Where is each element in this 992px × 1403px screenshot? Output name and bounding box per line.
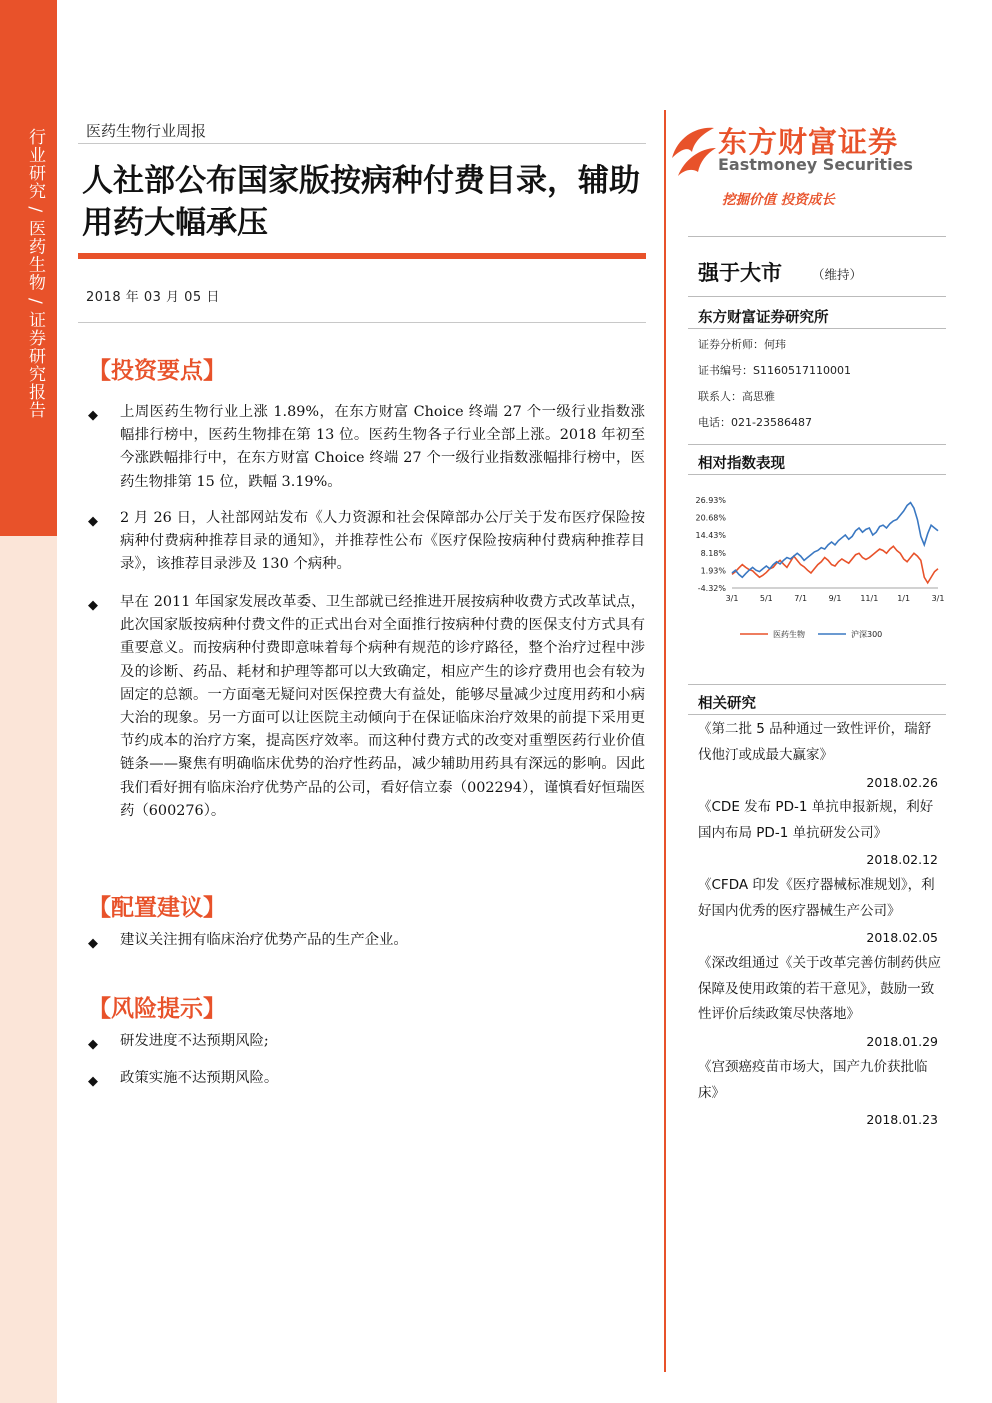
relative-index-chart	[688, 490, 944, 650]
x-tick-label: 1/1	[897, 594, 911, 603]
diamond-bullet-icon: ◆	[88, 1037, 98, 1052]
right-divider	[688, 684, 946, 685]
analyst: 证券分析师：何玮	[698, 338, 786, 351]
column-divider	[664, 110, 666, 1372]
related-item-date: 2018.02.05	[866, 930, 938, 945]
slogan: 挖掘价值 投资成长	[722, 192, 835, 208]
rating-note: （维持）	[812, 267, 863, 282]
related-item-title[interactable]: 《宫颈癌疫苗市场大，国产九价获批临床》	[698, 1059, 928, 1101]
series-line	[732, 546, 938, 583]
investment-point-2: 2 月 26 日，人社部网站发布《人力资源和社会保障部办公厅关于发布医疗保险按病种付费病种推荐目录的通知》，并推荐性公布《医疗保险按病种付费病种推荐目录》，该推荐目录涉及 130 个病种。	[120, 510, 645, 573]
x-tick-label: 7/1	[794, 594, 808, 603]
x-tick-label: 3/1	[931, 594, 944, 603]
y-tick-label: 8.18%	[700, 548, 726, 558]
related-item-title[interactable]: 《第二批 5 品种通过一致性评价，瑞舒伐他汀或成最大赢家》	[698, 721, 932, 763]
page-title: 人社部公布国家版按病种付费目录，辅助用药大幅承压	[82, 163, 640, 241]
related-item-title[interactable]: 《CDE 发布 PD-1 单抗申报新规，利好国内布局 PD-1 单抗研发公司》	[698, 799, 934, 841]
diamond-bullet-icon: ◆	[88, 408, 98, 423]
diamond-bullet-icon: ◆	[88, 936, 98, 951]
section-investment: 【投资要点】	[88, 357, 226, 384]
related-item-date: 2018.01.29	[866, 1034, 938, 1049]
sidebar-label: 行业研究 / 医药生物 / 证券研究报告	[25, 128, 45, 420]
allocation-point-1: 建议关注拥有临床治疗优势产品的生产企业。	[120, 932, 408, 948]
diamond-bullet-icon: ◆	[88, 514, 98, 529]
section-allocation: 【配置建议】	[88, 894, 226, 921]
date-divider	[78, 322, 646, 323]
certificate-number: 证书编号：S1160517110001	[698, 364, 851, 377]
x-tick-label: 5/1	[759, 594, 773, 603]
header-divider	[78, 143, 646, 144]
related-item-title[interactable]: 《CFDA 印发《医疗器械标准规划》，利好国内优秀的医疗器械生产公司》	[698, 877, 935, 919]
chart-heading: 相对指数表现	[698, 456, 785, 472]
right-divider	[688, 714, 946, 715]
y-tick-label: 26.93%	[695, 496, 726, 505]
institute-name: 东方财富证券研究所	[698, 310, 829, 326]
risk-point-1: 研发进度不达预期风险;	[120, 1033, 269, 1049]
x-tick-label: 9/1	[828, 594, 842, 603]
right-divider	[688, 296, 946, 297]
report-type: 医药生物行业周报	[86, 122, 207, 140]
legend-label: 沪深300	[851, 630, 883, 639]
risk-point-2: 政策实施不达预期风险。	[120, 1070, 279, 1086]
sidebar-band-lower	[0, 536, 57, 1403]
related-item-title[interactable]: 《深改组通过《关于改革完善仿制药供应保障及使用政策的若干意见》，鼓励一致性评价后续政策尽快落地》	[698, 955, 941, 1022]
related-research-heading: 相关研究	[698, 696, 756, 712]
y-tick-label: 20.68%	[695, 513, 726, 523]
right-divider	[688, 328, 946, 329]
right-divider	[688, 474, 946, 475]
x-tick-label: 11/1	[860, 594, 879, 603]
title-underline	[78, 253, 646, 259]
y-tick-label: 1.93%	[700, 566, 726, 576]
y-tick-label: -4.32%	[697, 584, 726, 593]
x-tick-label: 3/1	[725, 594, 739, 603]
right-divider	[688, 236, 946, 237]
y-tick-label: 14.43%	[695, 531, 726, 541]
section-risk: 【风险提示】	[88, 995, 226, 1022]
logo-chinese-name: 东方财富证券	[718, 125, 899, 159]
investment-point-1: 上周医药生物行业上涨 1.89%，在东方财富 Choice 终端 27 个一级行业指数涨幅排行榜中，医药生物排在第 13 位。医药生物各子行业全部上涨。2018 年初至今涨跌幅排行中，在东方财富 Choice 终端 27 个一级行业指数涨幅排行榜中，医药生物排第 15 位，跌幅 3.19%。	[120, 404, 645, 490]
rating: 强于大市	[698, 261, 782, 285]
related-item-date: 2018.02.26	[866, 775, 938, 790]
related-item-date: 2018.02.12	[866, 852, 938, 867]
phone: 电话：021-23586487	[698, 416, 812, 429]
report-date: 2018 年 03 月 05 日	[86, 290, 220, 305]
logo-english-name: Eastmoney Securities	[718, 155, 913, 174]
legend-label: 医药生物	[773, 630, 805, 639]
related-item-date: 2018.01.23	[866, 1112, 938, 1127]
right-divider	[688, 444, 946, 445]
diamond-bullet-icon: ◆	[88, 1074, 98, 1089]
diamond-bullet-icon: ◆	[88, 598, 98, 613]
investment-point-3: 早在 2011 年国家发展改革委、卫生部就已经推进开展按病种收费方式改革试点，此次国家版按病种付费文件的正式出台对全面推行按病种付费的医保支付方式具有重要意义。而按病种付费即意味着每个病种有规范的诊疗路径，整个治疗过程中涉及的诊断、药品、耗材和护理等都可以大致确定，相应产生的诊疗费用也会有较为固定的总额。一方面毫无疑问对医保控费大有益处，能够尽量减少过度用药和小病大治的现象。另一方面可以让医院主动倾向于在保证临床治疗效果的前提下采用更节约成本的治疗方案，提高医疗效率。而这种付费方式的改变对重塑医药行业价值链条——聚焦有明确临床优势的治疗性药品，减少辅助用药具有深远的影响。因此我们看好拥有临床治疗优势产品的公司，看好信立泰（002294），谨慎看好恒瑞医药（600276）。	[120, 594, 645, 819]
contact: 联系人：高思雅	[698, 390, 775, 403]
